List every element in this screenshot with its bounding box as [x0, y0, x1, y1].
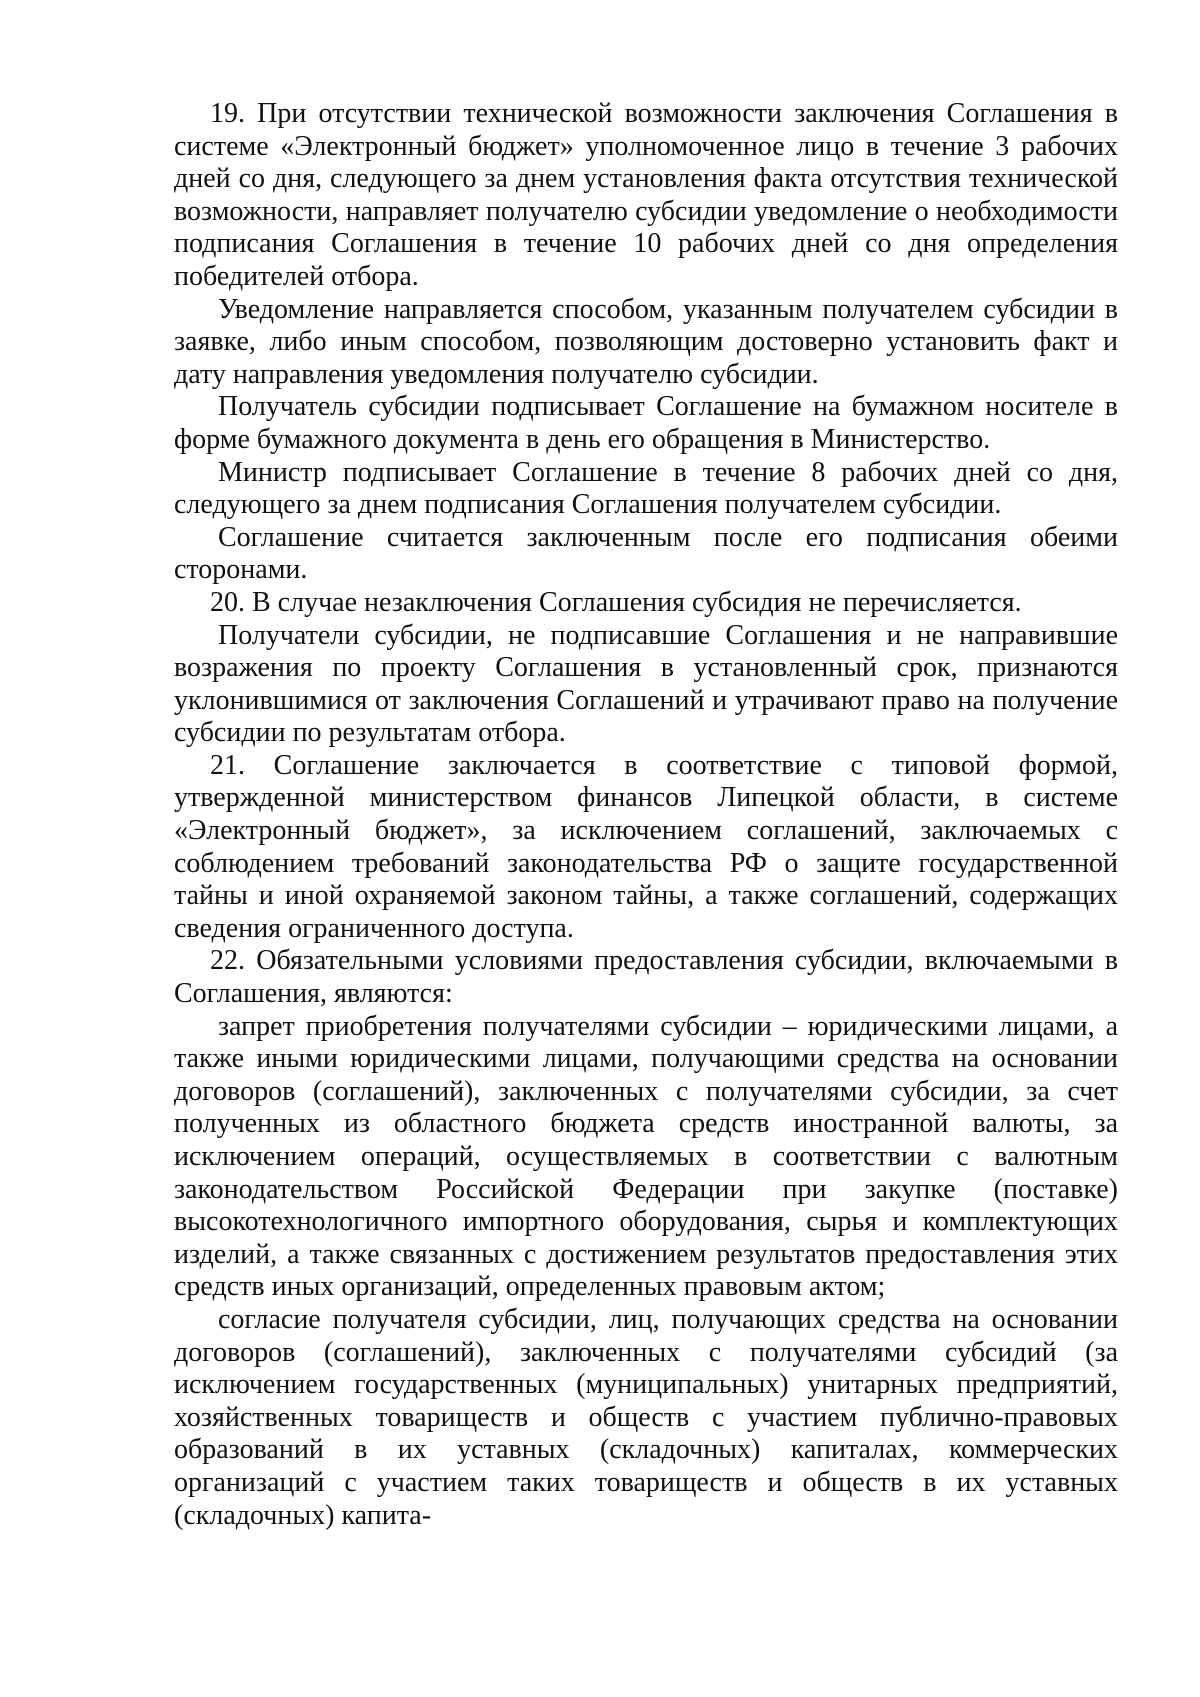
paragraph-recipient-signs: Получатель субсидии подписывает Соглашение на бумажном носителе в форме бумажного документа в день его обращения в Министерство. — [174, 391, 1118, 455]
paragraph-recipient-consent: согласие получателя субсидии, лиц, получающих средства на основании договоров (соглашений), заключенных с получателями субсидий (за исключением государственных (муниципальных) унитарных предприятий, хозяйственных товариществ и обществ с участием публично-правовых образований в их уставных (складочных) капиталах, коммерческих организаций с участием таких товариществ и обществ в их уставных (складочных) капита- — [174, 1303, 1118, 1531]
paragraph-21: 21. Соглашение заключается в соответствие с типовой формой, утвержденной министерством финансов Липецкой области, в системе «Электронный бюджет», за исключением соглашений, заключаемых с соблюдением требований законодательства РФ о защите государственной тайны и иной охраняемой законом тайны, а также соглашений, содержащих сведения ограниченного доступа. — [174, 749, 1118, 944]
paragraph-currency-prohibition: запрет приобретения получателями субсидии – юридическими лицами, а также иными юридическими лицами, получающими средства на основании договоров (соглашений), заключенных с получателями субсидии, за счет полученных из областного бюджета средств иностранной валюты, за исключением операций, осуществляемых в соответствии с валютным законодательством Российской Федерации при закупке (поставке) высокотехнологичного импортного оборудования, сырья и комплектующих изделий, а также связанных с достижением результатов предоставления этих средств иных организаций, определенных правовым актом; — [174, 1010, 1118, 1303]
paragraph-minister-signs: Министр подписывает Соглашение в течение 8 рабочих дней со дня, следующего за днем подписания Соглашения получателем субсидии. — [174, 456, 1118, 521]
paragraph-agreement-concluded: Соглашение считается заключенным после его подписания обеими сторонами. — [174, 521, 1118, 586]
paragraph-notification-method: Уведомление направляется способом, указанным получателем субсидии в заявке, либо иным способом, позволяющим достоверно установить факт и дату направления уведомления получателю субсидии. — [174, 293, 1118, 390]
paragraph-19: 19. При отсутствии технической возможности заключения Соглашения в системе «Электронный бюджет» уполномоченное лицо в течение 3 рабочих дней со дня, следующего за днем установления факта отсутствия технической возможности, направляет получателю субсидии уведомление о необходимости подписания Соглашения в течение 10 рабочих дней со дня определения победителей отбора. — [174, 98, 1118, 292]
document-text-body — [174, 98, 1118, 1532]
paragraph-20: 20. В случае незаключения Соглашения субсидия не перечисляется. — [210, 586, 1022, 618]
paragraph-22: 22. Обязательными условиями предоставления субсидии, включаемыми в Соглашения, являются: — [174, 945, 1118, 1010]
paragraph-recipients-evaded: Получатели субсидии, не подписавшие Соглашения и не направившие возражения по проекту Соглашения в установленный срок, признаются уклонившимися от заключения Соглашений и утрачивают право на получение субсидии по результатам отбора. — [174, 619, 1118, 749]
